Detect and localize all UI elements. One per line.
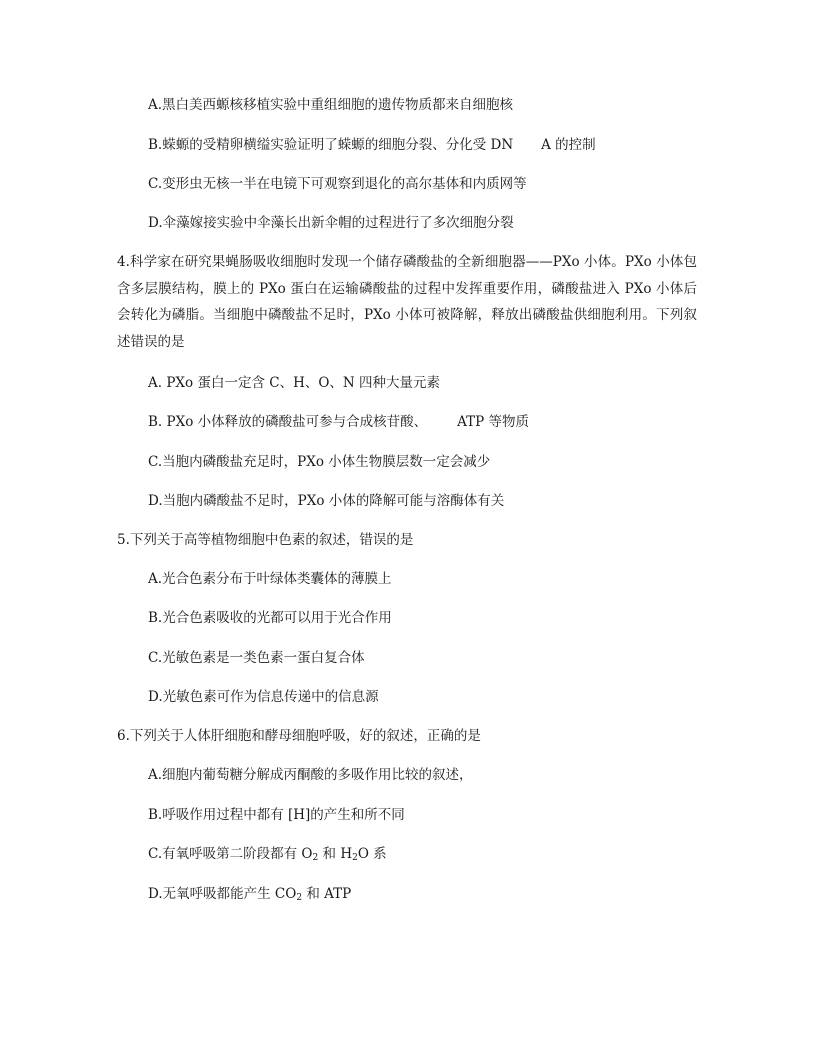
q6-option-c bbox=[148, 845, 387, 863]
subscript: 2 bbox=[296, 893, 303, 903]
q6-stem: 6.下列关于人体肝细胞和酵母细胞呼吸，好的叙述，正确的是 bbox=[117, 728, 481, 744]
q4-option-a: A. PXo 蛋白一定含 C、H、O、N 四种大量元素 bbox=[148, 375, 441, 391]
q6-option-c-text3: O 系 bbox=[357, 846, 387, 862]
q6-option-d-text1: D.无氧呼吸都能产生 CO bbox=[148, 886, 297, 902]
q6-option-a: A.细胞内葡萄糖分解成丙酮酸的多吸作用比较的叙述， bbox=[148, 767, 473, 783]
q6-option-d-text2: 和 ATP bbox=[302, 886, 352, 902]
subscript: 2 bbox=[352, 853, 358, 863]
q3-option-b-part1: B.蝾螈的受精卵横缢实验证明了蝾螈的细胞分裂、分化受 DN bbox=[148, 137, 514, 153]
subscript: 2 bbox=[312, 853, 319, 863]
q3-option-a: A.黑白美西螈核移植实验中重组细胞的遗传物质都来自细胞核 bbox=[148, 97, 514, 113]
q6-option-b: B.呼吸作用过程中都有 [H]的产生和所不同 bbox=[148, 807, 405, 823]
q5-stem: 5.下列关于高等植物细胞中色素的叙述，错误的是 bbox=[117, 532, 414, 548]
q6-option-c-text1: C.有氧呼吸第二阶段都有 O bbox=[148, 846, 313, 862]
q4-stem: 4.科学家在研究果蝇肠吸收细胞时发现一个储存磷酸盐的全新细胞器——PXo 小体。PXo 小体包含多层膜结构，膜上的 PXo 蛋白在运输磷酸盐的过程中发挥重要作用，磷酸盐进入 PXo 小体后会转化为磷脂。当细胞中磷酸盐不足时，PXo 小体可被降解，释放出磷酸盐供细胞利用。下列叙述错误的是 bbox=[117, 254, 697, 350]
q3-option-b-part2: A 的控制 bbox=[541, 137, 596, 153]
q6-option-d bbox=[148, 885, 351, 903]
q4-option-b-part2: ATP 等物质 bbox=[457, 414, 530, 430]
q6-option-c-text2: 和 H bbox=[318, 846, 353, 862]
q4-option-b bbox=[148, 413, 529, 431]
q3-option-c: C.变形虫无核一半在电镜下可观察到退化的高尔基体和内质网等 bbox=[148, 176, 527, 192]
q4-option-c: C.当胞内磷酸盐充足时，PXo 小体生物膜层数一定会减少 bbox=[148, 454, 491, 470]
q4-option-d: D.当胞内磷酸盐不足时，PXo 小体的降解可能与溶酶体有关 bbox=[148, 493, 505, 509]
q3-option-d: D.伞藻嫁接实验中伞藻长出新伞帽的过程进行了多次细胞分裂 bbox=[148, 215, 514, 231]
q5-option-d: D.光敏色素可作为信息传递中的信息源 bbox=[148, 689, 379, 705]
q3-option-b bbox=[148, 136, 596, 154]
q5-option-b: B.光合色素吸收的光都可以用于光合作用 bbox=[148, 610, 392, 626]
q5-option-a: A.光合色素分布于叶绿体类囊体的薄膜上 bbox=[148, 571, 392, 587]
q4-option-b-part1: B. PXo 小体释放的磷酸盐可参与合成核苷酸、 bbox=[148, 414, 428, 430]
q5-option-c: C.光敏色素是一类色素一蛋白复合体 bbox=[148, 650, 365, 666]
